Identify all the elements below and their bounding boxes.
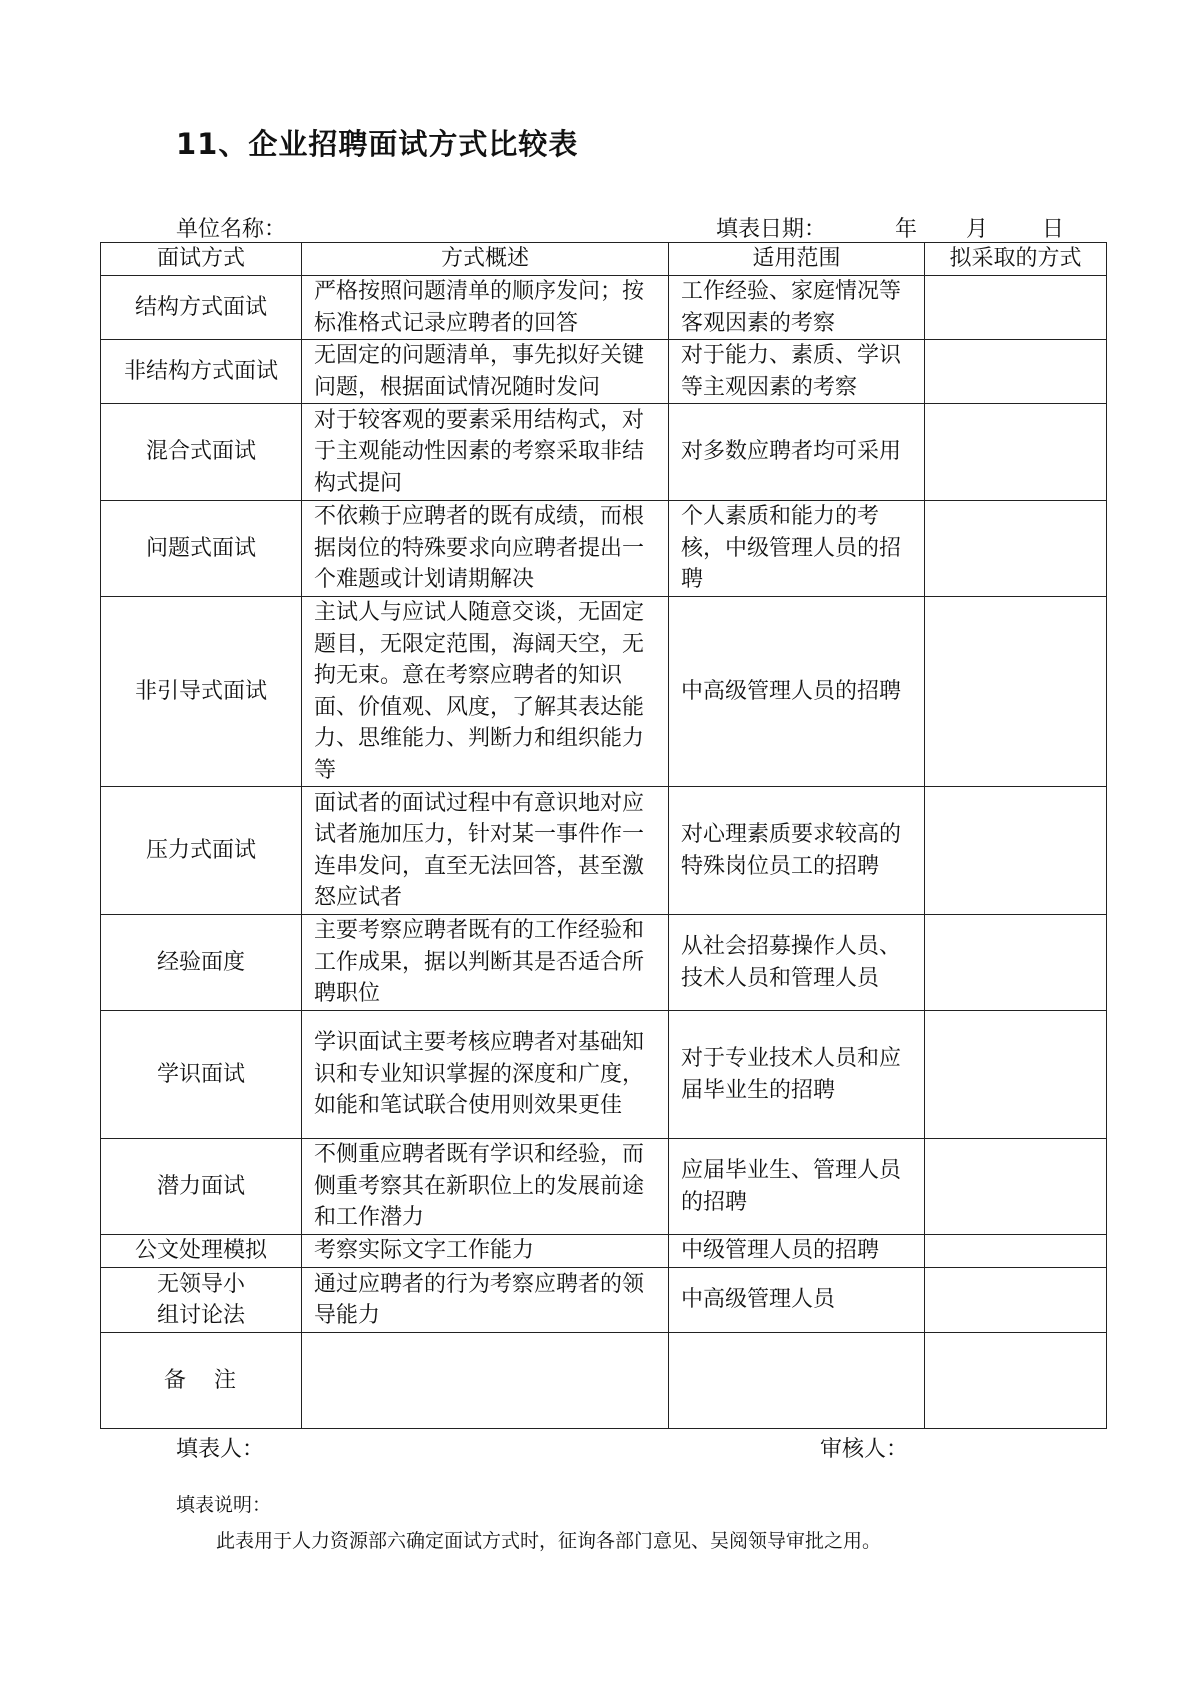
- remark-cell[interactable]: [669, 1333, 925, 1429]
- method-cell: 潜力面试: [101, 1139, 302, 1235]
- summary-cell: 面试者的面试过程中有意识地对应试者施加压力，针对某一事件作一连串发问，直至无法回答，甚至激怒应试者: [302, 787, 669, 915]
- table-row: [101, 597, 1107, 787]
- planned-method-cell[interactable]: [925, 276, 1107, 340]
- table-row: [101, 404, 1107, 501]
- summary-cell: 主要考察应聘者既有的工作经验和工作成果，据以判断其是否适合所聘职位: [302, 915, 669, 1011]
- instructions-text: 此表用于人力资源部六确定面试方式时，征询各部门意见、吴阅领导审批之用。: [216, 1530, 882, 1552]
- summary-cell: 不侧重应聘者既有学识和经验，而侧重考察其在新职位上的发展前途和工作潜力: [302, 1139, 669, 1235]
- method-cell: 学识面试: [101, 1011, 302, 1139]
- filler-label: 填表人：: [176, 1437, 265, 1462]
- summary-cell: 不依赖于应聘者的既有成绩，而根据岗位的特殊要求向应聘者提出一个难题或计划请期解决: [302, 501, 669, 597]
- planned-method-cell[interactable]: [925, 1235, 1107, 1268]
- planned-method-cell[interactable]: [925, 1268, 1107, 1333]
- table-header-row: [101, 243, 1107, 276]
- method-cell: 混合式面试: [101, 404, 302, 501]
- table-row: [101, 276, 1107, 340]
- fill-date-label: 填表日期：: [716, 217, 827, 242]
- scope-cell: 个人素质和能力的考核，中级管理人员的招聘: [669, 501, 925, 597]
- method-cell: 问题式面试: [101, 501, 302, 597]
- table-row: [101, 1139, 1107, 1235]
- table-row: [101, 501, 1107, 597]
- scope-cell: 对于能力、素质、学识等主观因素的考察: [669, 340, 925, 404]
- summary-cell: 通过应聘者的行为考察应聘者的领导能力: [302, 1268, 669, 1333]
- method-cell: 压力式面试: [101, 787, 302, 915]
- summary-cell: 主试人与应试人随意交谈，无固定题目，无限定范围，海阔天空，无拘无束。意在考察应聘者的知识面、价值观、风度，了解其表达能力、思维能力、判断力和组织能力等: [302, 597, 669, 787]
- summary-cell: 学识面试主要考核应聘者对基础知识和专业知识掌握的深度和广度，如能和笔试联合使用则效果更佳: [302, 1011, 669, 1139]
- summary-cell: 严格按照问题清单的顺序发问；按标准格式记录应聘者的回答: [302, 276, 669, 340]
- remark-cell[interactable]: [302, 1333, 669, 1429]
- interview-comparison-table: [100, 242, 1107, 1429]
- method-cell: 非结构方式面试: [101, 340, 302, 404]
- planned-method-cell[interactable]: [925, 1011, 1107, 1139]
- method-cell: 无领导小组讨论法: [101, 1268, 302, 1333]
- year-label: 年: [895, 217, 918, 242]
- column-header: 面试方式: [101, 243, 302, 276]
- table-row: [101, 340, 1107, 404]
- month-label: 月: [966, 217, 989, 242]
- scope-cell: 中级管理人员的招聘: [669, 1235, 925, 1268]
- scope-cell: 中高级管理人员: [669, 1268, 925, 1333]
- unit-name-label: 单位名称：: [176, 217, 287, 242]
- scope-cell: 对于专业技术人员和应届毕业生的招聘: [669, 1011, 925, 1139]
- instructions-label: 填表说明：: [176, 1494, 272, 1516]
- column-header: 方式概述: [302, 243, 669, 276]
- method-cell: 经验面度: [101, 915, 302, 1011]
- method-cell: 结构方式面试: [101, 276, 302, 340]
- planned-method-cell[interactable]: [925, 915, 1107, 1011]
- table-row: [101, 1235, 1107, 1268]
- table-row: [101, 787, 1107, 915]
- method-cell: 公文处理模拟: [101, 1235, 302, 1268]
- column-header: 适用范围: [669, 243, 925, 276]
- table-row: [101, 1011, 1107, 1139]
- summary-cell: 考察实际文字工作能力: [302, 1235, 669, 1268]
- planned-method-cell[interactable]: [925, 597, 1107, 787]
- reviewer-label: 审核人：: [820, 1437, 909, 1462]
- column-header: 拟采取的方式: [925, 243, 1107, 276]
- planned-method-cell[interactable]: [925, 404, 1107, 501]
- scope-cell: 对心理素质要求较高的特殊岗位员工的招聘: [669, 787, 925, 915]
- planned-method-cell[interactable]: [925, 501, 1107, 597]
- method-cell: 非引导式面试: [101, 597, 302, 787]
- remark-row: [101, 1333, 1107, 1429]
- planned-method-cell[interactable]: [925, 787, 1107, 915]
- day-label: 日: [1042, 217, 1065, 242]
- scope-cell: 对多数应聘者均可采用: [669, 404, 925, 501]
- planned-method-cell[interactable]: [925, 1139, 1107, 1235]
- remark-label: 备 注: [101, 1333, 302, 1429]
- page-title: 11、企业招聘面试方式比较表: [176, 127, 579, 161]
- scope-cell: 应届毕业生、管理人员的招聘: [669, 1139, 925, 1235]
- planned-method-cell[interactable]: [925, 340, 1107, 404]
- summary-cell: 无固定的问题清单，事先拟好关键问题，根据面试情况随时发问: [302, 340, 669, 404]
- scope-cell: 工作经验、家庭情况等客观因素的考察: [669, 276, 925, 340]
- scope-cell: 中高级管理人员的招聘: [669, 597, 925, 787]
- table-row: [101, 1268, 1107, 1333]
- table-row: [101, 915, 1107, 1011]
- remark-cell[interactable]: [925, 1333, 1107, 1429]
- scope-cell: 从社会招募操作人员、技术人员和管理人员: [669, 915, 925, 1011]
- summary-cell: 对于较客观的要素采用结构式，对于主观能动性因素的考察采取非结构式提问: [302, 404, 669, 501]
